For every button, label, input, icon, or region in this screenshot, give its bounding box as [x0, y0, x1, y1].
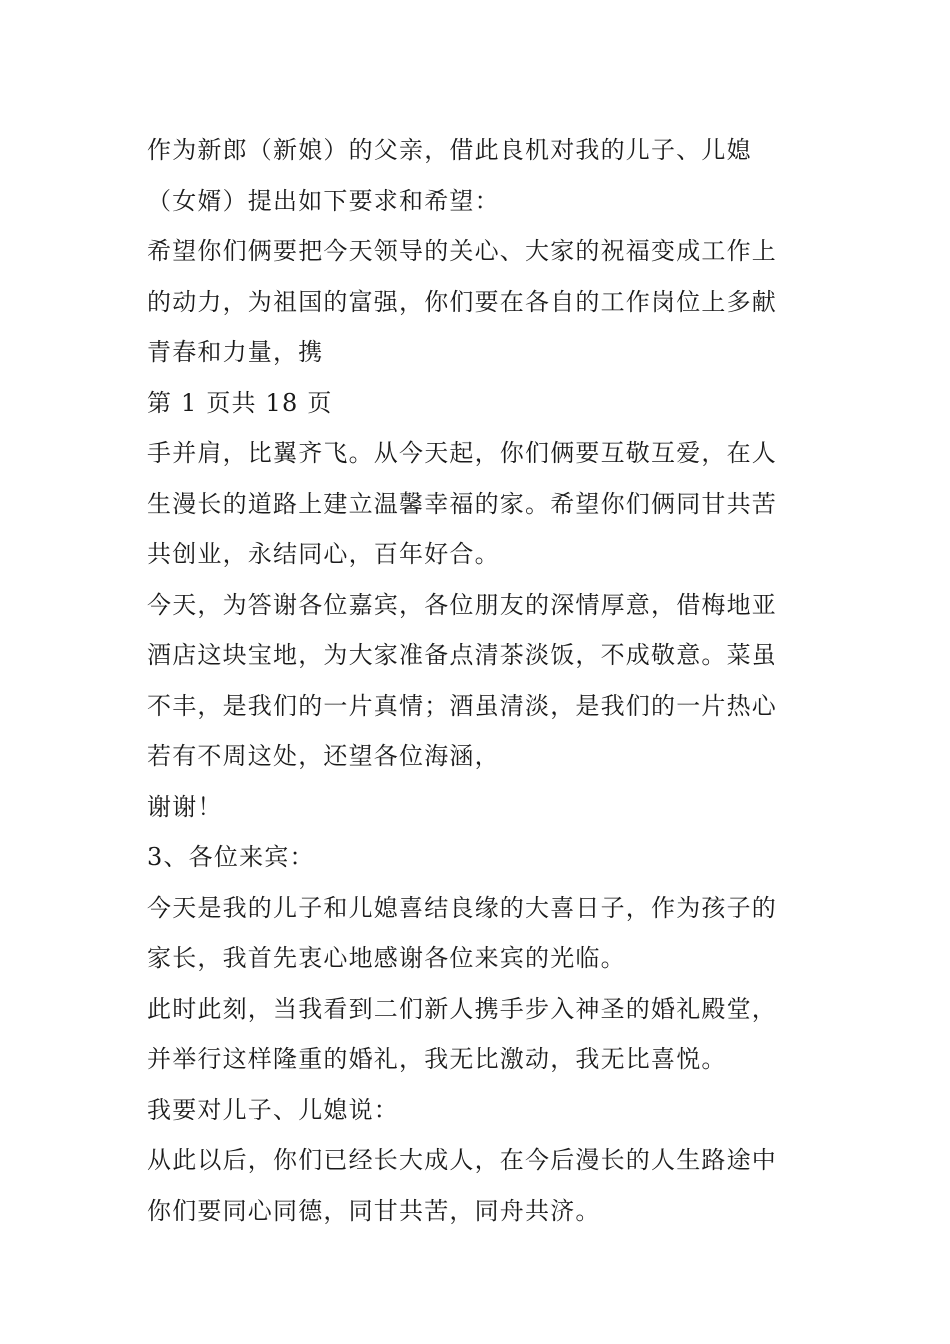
page-number-footer: 第 1 页共 18 页	[147, 388, 333, 417]
text-line: 不丰，是我们的一片真情；酒虽清淡，是我们的一片热心	[147, 691, 777, 720]
text-line: 从此以后，你们已经长大成人，在今后漫长的人生路途中	[147, 1146, 777, 1174]
text-line: 作为新郎（新娘）的父亲，借此良机对我的儿子、儿媳	[147, 136, 752, 164]
text-line: 我要对儿子、儿媳说：	[147, 1095, 399, 1124]
text-line: 并举行这样隆重的婚礼，我无比激动，我无比喜悦。	[147, 1045, 727, 1073]
text-line: 今天是我的儿子和儿媳喜结良缘的大喜日子，作为孩子的	[147, 893, 777, 922]
text-line: 谢谢！	[147, 792, 223, 821]
section-heading: 3、各位来宾：	[147, 843, 315, 871]
text-line: 的动力，为祖国的富强，你们要在各自的工作岗位上多献	[147, 287, 777, 316]
text-line: 手并肩，比翼齐飞。从今天起，你们俩要互敬互爱，在人	[147, 439, 777, 467]
text-line: 今天，为答谢各位嘉宾，各位朋友的深情厚意，借梅地亚	[147, 590, 777, 619]
text-line: 酒店这块宝地，为大家准备点清茶淡饭，不成敬意。菜虽	[147, 641, 777, 669]
text-line: 此时此刻，当我看到二们新人携手步入神圣的婚礼殿堂，	[147, 994, 777, 1023]
text-line: 青春和力量，携	[147, 338, 324, 366]
text-line: （女婿）提出如下要求和希望：	[147, 186, 500, 215]
body-text	[147, 125, 807, 1236]
text-line: 若有不周这处，还望各位海涵，	[147, 742, 500, 770]
text-line: 你们要同心同德，同甘共苦，同舟共济。	[147, 1196, 601, 1225]
text-line: 希望你们俩要把今天领导的关心、大家的祝福变成工作上	[147, 237, 777, 265]
text-line: 家长，我首先衷心地感谢各位来宾的光临。	[147, 944, 626, 972]
text-line: 共创业，永结同心，百年好合。	[147, 540, 500, 568]
text-line: 生漫长的道路上建立温馨幸福的家。希望你们俩同甘共苦	[147, 489, 777, 518]
